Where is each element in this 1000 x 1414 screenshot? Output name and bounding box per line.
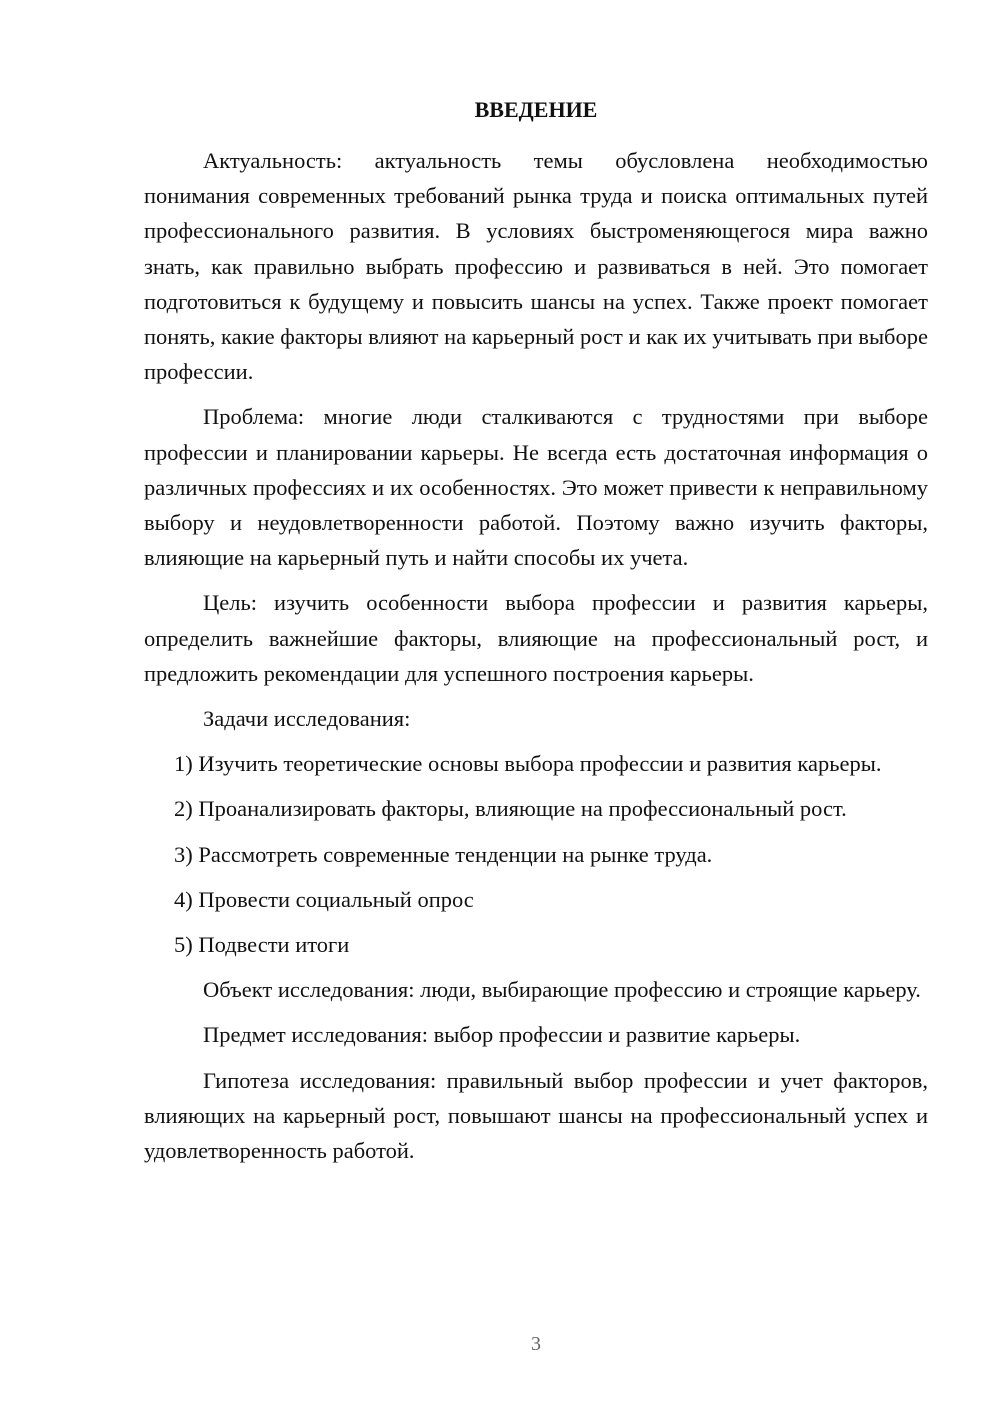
page-number: 3	[531, 1333, 541, 1355]
section-heading: ВВЕДЕНИЕ	[474, 97, 598, 122]
paragraph-tasks-title: Задачи исследования:	[203, 706, 411, 732]
task-item-4: 4) Провести социальный опрос	[174, 886, 474, 912]
paragraph-goal: Цель: изучить особенности выбора профессии и развития карьеры, определить важнейшие факторы, влияющие на профессиональный рост, и предложить рекомендации для успешного построения карьеры.	[144, 590, 928, 686]
paragraph-problem: Проблема: многие люди сталкиваются с трудностями при выборе профессии и планировании карьеры. Не всегда есть достаточная информация о различных профессиях и их особенностях. Это может привести к неправильному выбору и неудовлетворенности работой. Поэтому важно изучить факторы, влияющие на карьерный путь и найти способы их учета.	[144, 404, 928, 571]
paragraph-object: Объект исследования: люди, выбирающие профессию и строящие карьеру.	[203, 977, 921, 1003]
task-item-5: 5) Подвести итоги	[174, 932, 350, 958]
page-content	[144, 92, 928, 1178]
task-item-2: 2) Проанализировать факторы, влияющие на профессиональный рост.	[174, 796, 847, 822]
task-item-1: 1) Изучить теоретические основы выбора профессии и развития карьеры.	[174, 751, 882, 777]
paragraph-subject: Предмет исследования: выбор профессии и развитие карьеры.	[203, 1022, 801, 1048]
task-item-3: 3) Рассмотреть современные тенденции на рынке труда.	[174, 841, 713, 867]
paragraph-relevance: Актуальность: актуальность темы обусловлена необходимостью понимания современных требований рынка труда и поиска оптимальных путей профессионального развития. В условиях быстроменяющегося мира важно знать, как правильно выбрать профессию и развиваться в ней. Это помогает подготовиться к будущему и повысить шансы на успех. Также проект помогает понять, какие факторы влияют на карьерный рост и как их учитывать при выборе профессии.	[144, 148, 928, 385]
paragraph-hypothesis: Гипотеза исследования: правильный выбор профессии и учет факторов, влияющих на карьерный рост, повышают шансы на профессиональный успех и удовлетворенность работой.	[144, 1067, 928, 1164]
